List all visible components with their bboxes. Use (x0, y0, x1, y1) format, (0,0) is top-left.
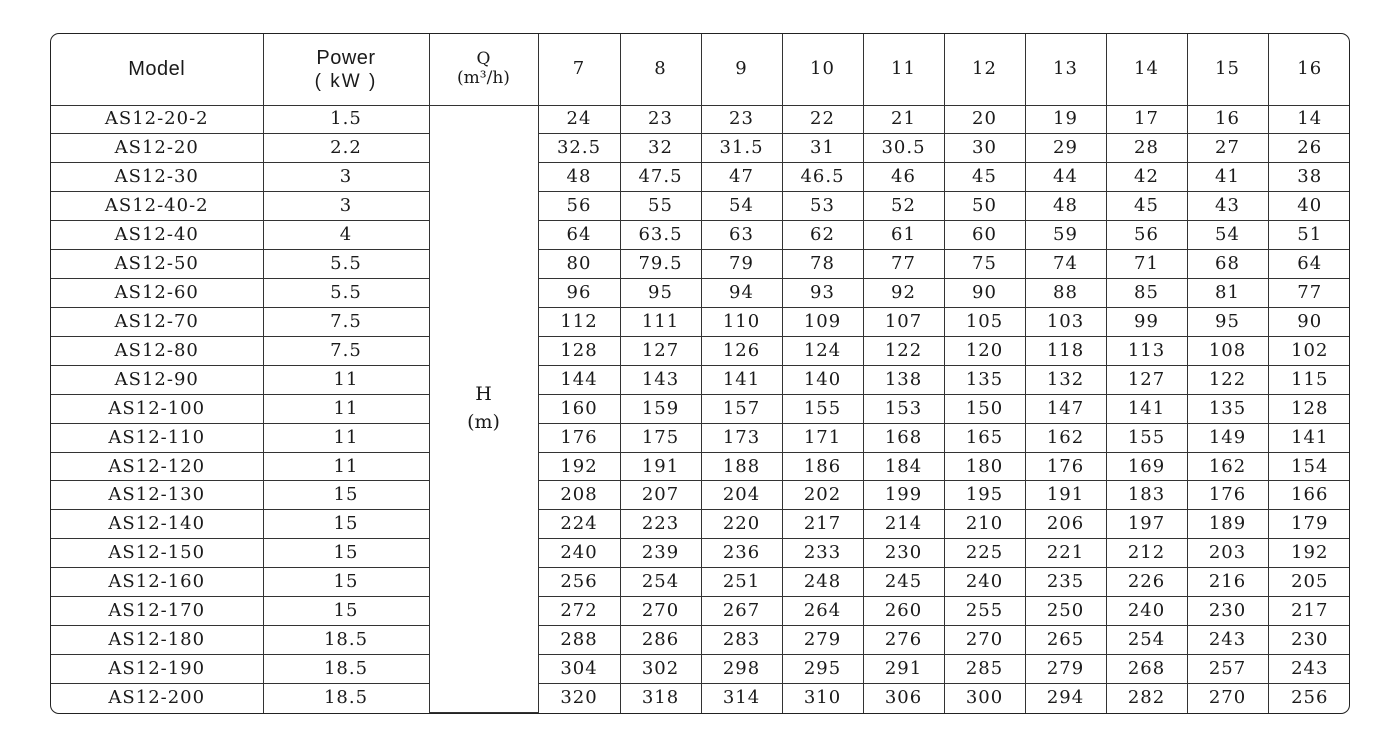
head-value-cell: 141 (701, 365, 782, 394)
head-value-cell: 295 (782, 655, 863, 684)
head-value-cell: 21 (863, 105, 944, 134)
head-value-cell: 191 (1025, 481, 1106, 510)
head-value-cell: 149 (1187, 423, 1268, 452)
model-cell: AS12-90 (51, 365, 263, 394)
head-value-cell: 109 (782, 307, 863, 336)
head-value-cell: 62 (782, 221, 863, 250)
head-value-cell: 184 (863, 452, 944, 481)
head-value-cell: 279 (1025, 655, 1106, 684)
head-value-cell: 54 (1187, 221, 1268, 250)
head-value-cell: 180 (944, 452, 1025, 481)
head-value-cell: 176 (1187, 481, 1268, 510)
head-value-cell: 141 (1268, 423, 1350, 452)
power-header-unit: ( kW ) (314, 70, 378, 92)
table-row (51, 365, 1350, 394)
head-value-cell: 95 (620, 279, 701, 308)
head-value-cell: 75 (944, 250, 1025, 279)
head-value-cell: 286 (620, 626, 701, 655)
head-value-cell: 256 (1268, 683, 1350, 712)
head-value-cell: 216 (1187, 568, 1268, 597)
head-value-cell: 230 (1187, 597, 1268, 626)
table-row (51, 134, 1350, 163)
head-value-cell: 27 (1187, 134, 1268, 163)
head-value-cell: 45 (944, 163, 1025, 192)
head-value-cell: 77 (1268, 279, 1350, 308)
table-row (51, 597, 1350, 626)
head-value-cell: 202 (782, 481, 863, 510)
table-row (51, 655, 1350, 684)
power-cell: 11 (263, 423, 429, 452)
head-value-cell: 23 (701, 105, 782, 134)
table-row (51, 336, 1350, 365)
head-value-cell: 19 (1025, 105, 1106, 134)
head-value-cell: 204 (701, 481, 782, 510)
head-value-cell: 31 (782, 134, 863, 163)
head-value-cell: 56 (1106, 221, 1187, 250)
head-value-cell: 157 (701, 394, 782, 423)
head-value-cell: 197 (1106, 510, 1187, 539)
head-value-cell: 154 (1268, 452, 1350, 481)
head-value-cell: 176 (538, 423, 620, 452)
head-value-cell: 26 (1268, 134, 1350, 163)
head-value-cell: 243 (1187, 626, 1268, 655)
head-value-cell: 124 (782, 336, 863, 365)
flow-rate-header-cell: 7 (538, 34, 620, 105)
model-header-label: Model (128, 58, 186, 81)
head-value-cell: 122 (1187, 365, 1268, 394)
head-value-cell: 127 (1106, 365, 1187, 394)
head-value-cell: 113 (1106, 336, 1187, 365)
head-value-cell: 168 (863, 423, 944, 452)
head-value-cell: 239 (620, 539, 701, 568)
power-cell: 7.5 (263, 307, 429, 336)
model-cell: AS12-160 (51, 568, 263, 597)
head-value-cell: 135 (1187, 394, 1268, 423)
head-value-cell: 60 (944, 221, 1025, 250)
power-header-label: Power (316, 46, 376, 69)
head-value-cell: 268 (1106, 655, 1187, 684)
head-value-cell: 105 (944, 307, 1025, 336)
table-row (51, 626, 1350, 655)
head-value-cell: 254 (620, 568, 701, 597)
head-value-cell: 288 (538, 626, 620, 655)
head-value-cell: 47.5 (620, 163, 701, 192)
head-value-cell: 45 (1106, 192, 1187, 221)
head-value-cell: 51 (1268, 221, 1350, 250)
flow-rate-header-cell: 13 (1025, 34, 1106, 105)
power-cell: 15 (263, 539, 429, 568)
table-row (51, 279, 1350, 308)
flow-rate-header-cell: 12 (944, 34, 1025, 105)
head-value-cell: 93 (782, 279, 863, 308)
table-row (51, 105, 1350, 134)
head-value-cell: 102 (1268, 336, 1350, 365)
head-value-cell: 128 (1268, 394, 1350, 423)
head-value-cell: 132 (1025, 365, 1106, 394)
head-value-cell: 141 (1106, 394, 1187, 423)
pump-performance-table (51, 34, 1350, 713)
head-value-cell: 42 (1106, 163, 1187, 192)
head-value-cell: 115 (1268, 365, 1350, 394)
head-value-cell: 270 (944, 626, 1025, 655)
head-value-cell: 71 (1106, 250, 1187, 279)
head-label: H (475, 383, 492, 406)
flow-header (429, 34, 538, 105)
head-value-cell: 171 (782, 423, 863, 452)
flow-rate-header-cell: 9 (701, 34, 782, 105)
head-value-cell: 166 (1268, 481, 1350, 510)
head-value-cell: 189 (1187, 510, 1268, 539)
power-cell: 15 (263, 568, 429, 597)
model-cell: AS12-170 (51, 597, 263, 626)
head-value-cell: 225 (944, 539, 1025, 568)
head-value-cell: 52 (863, 192, 944, 221)
power-cell: 11 (263, 452, 429, 481)
head-value-cell: 306 (863, 683, 944, 712)
head-value-cell: 143 (620, 365, 701, 394)
head-value-cell: 77 (863, 250, 944, 279)
head-value-cell: 188 (701, 452, 782, 481)
head-value-cell: 183 (1106, 481, 1187, 510)
head-value-cell: 59 (1025, 221, 1106, 250)
head-value-cell: 94 (701, 279, 782, 308)
power-cell: 15 (263, 481, 429, 510)
head-value-cell: 79 (701, 250, 782, 279)
model-cell: AS12-100 (51, 394, 263, 423)
head-value-cell: 90 (1268, 307, 1350, 336)
head-value-cell: 294 (1025, 683, 1106, 712)
head-value-cell: 160 (538, 394, 620, 423)
head-label-cell (429, 105, 538, 713)
head-value-cell: 110 (701, 307, 782, 336)
head-value-cell: 226 (1106, 568, 1187, 597)
table-row (51, 510, 1350, 539)
model-cell: AS12-20-2 (51, 105, 263, 134)
flow-rate-header-cell: 11 (863, 34, 944, 105)
table-row (51, 568, 1350, 597)
head-value-cell: 43 (1187, 192, 1268, 221)
model-cell: AS12-50 (51, 250, 263, 279)
head-value-cell: 279 (782, 626, 863, 655)
head-value-cell: 192 (1268, 539, 1350, 568)
head-value-cell: 85 (1106, 279, 1187, 308)
head-value-cell: 165 (944, 423, 1025, 452)
head-value-cell: 24 (538, 105, 620, 134)
head-value-cell: 17 (1106, 105, 1187, 134)
head-value-cell: 118 (1025, 336, 1106, 365)
model-cell: AS12-60 (51, 279, 263, 308)
head-value-cell: 243 (1268, 655, 1350, 684)
head-value-cell: 20 (944, 105, 1025, 134)
head-value-cell: 240 (1106, 597, 1187, 626)
table-row (51, 394, 1350, 423)
head-value-cell: 95 (1187, 307, 1268, 336)
head-value-cell: 276 (863, 626, 944, 655)
head-value-cell: 61 (863, 221, 944, 250)
head-value-cell: 63 (701, 221, 782, 250)
head-value-cell: 40 (1268, 192, 1350, 221)
head-value-cell: 48 (1025, 192, 1106, 221)
head-value-cell: 270 (1187, 683, 1268, 712)
head-value-cell: 235 (1025, 568, 1106, 597)
head-value-cell: 240 (944, 568, 1025, 597)
head-value-cell: 302 (620, 655, 701, 684)
power-cell: 15 (263, 510, 429, 539)
head-value-cell: 64 (1268, 250, 1350, 279)
model-cell: AS12-40-2 (51, 192, 263, 221)
head-value-cell: 224 (538, 510, 620, 539)
head-value-cell: 214 (863, 510, 944, 539)
head-value-cell: 153 (863, 394, 944, 423)
head-value-cell: 47 (701, 163, 782, 192)
head-value-cell: 108 (1187, 336, 1268, 365)
power-cell: 11 (263, 365, 429, 394)
head-value-cell: 240 (538, 539, 620, 568)
head-value-cell: 147 (1025, 394, 1106, 423)
power-cell: 18.5 (263, 626, 429, 655)
head-value-cell: 16 (1187, 105, 1268, 134)
head-value-cell: 46.5 (782, 163, 863, 192)
head-value-cell: 29 (1025, 134, 1106, 163)
table-row (51, 423, 1350, 452)
model-cell: AS12-140 (51, 510, 263, 539)
head-value-cell: 30.5 (863, 134, 944, 163)
power-cell: 1.5 (263, 105, 429, 134)
head-value-cell: 140 (782, 365, 863, 394)
head-value-cell: 206 (1025, 510, 1106, 539)
head-value-cell: 74 (1025, 250, 1106, 279)
head-value-cell: 210 (944, 510, 1025, 539)
head-value-cell: 99 (1106, 307, 1187, 336)
head-value-cell: 256 (538, 568, 620, 597)
model-cell: AS12-180 (51, 626, 263, 655)
head-value-cell: 38 (1268, 163, 1350, 192)
table-row (51, 481, 1350, 510)
head-value-cell: 199 (863, 481, 944, 510)
power-cell: 5.5 (263, 279, 429, 308)
head-value-cell: 175 (620, 423, 701, 452)
head-unit: (m) (467, 410, 500, 433)
head-value-cell: 79.5 (620, 250, 701, 279)
head-value-cell: 205 (1268, 568, 1350, 597)
flow-rate-header-cell: 8 (620, 34, 701, 105)
head-value-cell: 68 (1187, 250, 1268, 279)
head-value-cell: 150 (944, 394, 1025, 423)
flow-rate-header-cell: 14 (1106, 34, 1187, 105)
head-value-cell: 233 (782, 539, 863, 568)
head-value-cell: 127 (620, 336, 701, 365)
model-cell: AS12-190 (51, 655, 263, 684)
model-cell: AS12-120 (51, 452, 263, 481)
head-value-cell: 80 (538, 250, 620, 279)
head-value-cell: 300 (944, 683, 1025, 712)
head-value-cell: 223 (620, 510, 701, 539)
head-value-cell: 191 (620, 452, 701, 481)
head-value-cell: 203 (1187, 539, 1268, 568)
head-value-cell: 320 (538, 683, 620, 712)
head-value-cell: 282 (1106, 683, 1187, 712)
head-value-cell: 54 (701, 192, 782, 221)
head-value-cell: 230 (1268, 626, 1350, 655)
head-value-cell: 283 (701, 626, 782, 655)
head-value-cell: 31.5 (701, 134, 782, 163)
head-value-cell: 255 (944, 597, 1025, 626)
head-value-cell: 257 (1187, 655, 1268, 684)
head-value-cell: 264 (782, 597, 863, 626)
head-value-cell: 103 (1025, 307, 1106, 336)
head-value-cell: 44 (1025, 163, 1106, 192)
head-value-cell: 56 (538, 192, 620, 221)
flow-rate-header-cell: 10 (782, 34, 863, 105)
model-cell: AS12-200 (51, 683, 263, 712)
head-value-cell: 155 (782, 394, 863, 423)
head-value-cell: 155 (1106, 423, 1187, 452)
head-value-cell: 250 (1025, 597, 1106, 626)
head-value-cell: 28 (1106, 134, 1187, 163)
power-cell: 7.5 (263, 336, 429, 365)
head-value-cell: 208 (538, 481, 620, 510)
head-value-cell: 138 (863, 365, 944, 394)
power-cell: 18.5 (263, 655, 429, 684)
header-row (51, 34, 1350, 105)
flow-header-unit: (m³/h) (457, 68, 510, 89)
head-value-cell: 265 (1025, 626, 1106, 655)
head-value-cell: 318 (620, 683, 701, 712)
head-value-cell: 207 (620, 481, 701, 510)
head-value-cell: 32 (620, 134, 701, 163)
flow-rate-header-cell: 15 (1187, 34, 1268, 105)
head-value-cell: 81 (1187, 279, 1268, 308)
head-value-cell: 50 (944, 192, 1025, 221)
model-cell: AS12-20 (51, 134, 263, 163)
power-cell: 3 (263, 192, 429, 221)
head-value-cell: 169 (1106, 452, 1187, 481)
model-cell: AS12-150 (51, 539, 263, 568)
head-value-cell: 304 (538, 655, 620, 684)
head-value-cell: 221 (1025, 539, 1106, 568)
table-row (51, 452, 1350, 481)
head-value-cell: 46 (863, 163, 944, 192)
power-cell: 4 (263, 221, 429, 250)
head-value-cell: 23 (620, 105, 701, 134)
head-value-cell: 248 (782, 568, 863, 597)
head-value-cell: 120 (944, 336, 1025, 365)
head-value-cell: 195 (944, 481, 1025, 510)
head-value-cell: 88 (1025, 279, 1106, 308)
power-header (263, 34, 429, 105)
table-row (51, 221, 1350, 250)
head-value-cell: 55 (620, 192, 701, 221)
table-row (51, 250, 1350, 279)
head-value-cell: 251 (701, 568, 782, 597)
pump-performance-table-frame (50, 33, 1350, 714)
table-row (51, 163, 1350, 192)
head-value-cell: 92 (863, 279, 944, 308)
head-value-cell: 159 (620, 394, 701, 423)
table-row (51, 192, 1350, 221)
head-value-cell: 122 (863, 336, 944, 365)
table-body (51, 105, 1350, 713)
head-value-cell: 176 (1025, 452, 1106, 481)
head-value-cell: 14 (1268, 105, 1350, 134)
head-value-cell: 270 (620, 597, 701, 626)
head-value-cell: 285 (944, 655, 1025, 684)
head-value-cell: 220 (701, 510, 782, 539)
head-value-cell: 126 (701, 336, 782, 365)
head-value-cell: 314 (701, 683, 782, 712)
head-value-cell: 128 (538, 336, 620, 365)
head-value-cell: 217 (782, 510, 863, 539)
head-value-cell: 291 (863, 655, 944, 684)
model-cell: AS12-70 (51, 307, 263, 336)
power-cell: 3 (263, 163, 429, 192)
head-value-cell: 107 (863, 307, 944, 336)
head-value-cell: 41 (1187, 163, 1268, 192)
head-value-cell: 48 (538, 163, 620, 192)
head-value-cell: 217 (1268, 597, 1350, 626)
head-value-cell: 64 (538, 221, 620, 250)
power-cell: 11 (263, 394, 429, 423)
head-value-cell: 135 (944, 365, 1025, 394)
head-value-cell: 96 (538, 279, 620, 308)
power-cell: 18.5 (263, 683, 429, 712)
table-row (51, 307, 1350, 336)
model-cell: AS12-110 (51, 423, 263, 452)
head-value-cell: 111 (620, 307, 701, 336)
model-cell: AS12-40 (51, 221, 263, 250)
head-value-cell: 245 (863, 568, 944, 597)
table-row (51, 683, 1350, 712)
model-cell: AS12-80 (51, 336, 263, 365)
head-value-cell: 78 (782, 250, 863, 279)
head-value-cell: 162 (1025, 423, 1106, 452)
head-value-cell: 162 (1187, 452, 1268, 481)
model-cell: AS12-130 (51, 481, 263, 510)
power-cell: 2.2 (263, 134, 429, 163)
head-value-cell: 90 (944, 279, 1025, 308)
head-value-cell: 260 (863, 597, 944, 626)
table-row (51, 539, 1350, 568)
head-value-cell: 30 (944, 134, 1025, 163)
head-value-cell: 186 (782, 452, 863, 481)
head-value-cell: 173 (701, 423, 782, 452)
model-header (51, 34, 263, 105)
head-value-cell: 272 (538, 597, 620, 626)
head-value-cell: 144 (538, 365, 620, 394)
head-value-cell: 298 (701, 655, 782, 684)
model-cell: AS12-30 (51, 163, 263, 192)
flow-header-label: Q (476, 49, 491, 70)
head-value-cell: 212 (1106, 539, 1187, 568)
power-cell: 5.5 (263, 250, 429, 279)
head-value-cell: 112 (538, 307, 620, 336)
head-value-cell: 236 (701, 539, 782, 568)
head-value-cell: 53 (782, 192, 863, 221)
head-value-cell: 179 (1268, 510, 1350, 539)
head-value-cell: 63.5 (620, 221, 701, 250)
head-value-cell: 310 (782, 683, 863, 712)
head-value-cell: 22 (782, 105, 863, 134)
head-value-cell: 192 (538, 452, 620, 481)
head-value-cell: 254 (1106, 626, 1187, 655)
flow-rate-header-cell: 16 (1268, 34, 1350, 105)
head-value-cell: 32.5 (538, 134, 620, 163)
head-value-cell: 267 (701, 597, 782, 626)
head-value-cell: 230 (863, 539, 944, 568)
power-cell: 15 (263, 597, 429, 626)
